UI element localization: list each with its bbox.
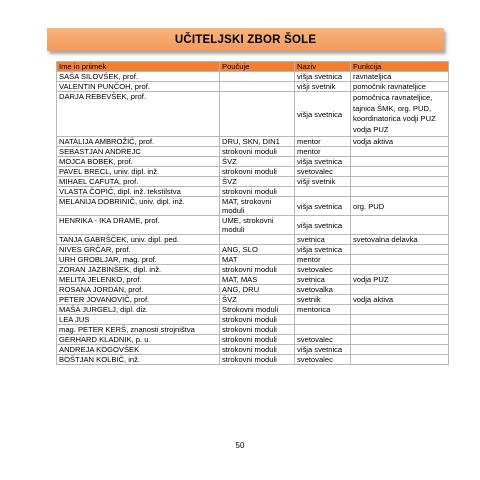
cell-name: SEBASTJAN ANDREJC bbox=[57, 147, 220, 157]
cell-name: MAŠA JURGELJ, dipl. diz. bbox=[57, 305, 220, 315]
cell-teaches: MAT, MAS bbox=[220, 275, 295, 285]
cell-teaches: ANG, SLO bbox=[220, 245, 295, 255]
cell-teaches: UME, strokovni moduli bbox=[220, 216, 295, 235]
cell-name: DARJA REBEVŠEK, prof. bbox=[57, 92, 220, 137]
cell-name: NIVES GRČAR, prof. bbox=[57, 245, 220, 255]
cell-title: višja svetnica bbox=[295, 216, 351, 235]
cell-name: VLASTA ČOPIČ, dipl. inž. tekstilstva bbox=[57, 187, 220, 197]
cell-function: org. PUD bbox=[351, 197, 449, 216]
column-header-title: Naziv bbox=[295, 62, 351, 72]
cell-teaches bbox=[220, 235, 295, 245]
cell-function bbox=[351, 167, 449, 177]
table-body bbox=[57, 72, 449, 365]
cell-teaches: strokovni moduli bbox=[220, 187, 295, 197]
cell-title: mentor bbox=[295, 147, 351, 157]
cell-function: vodja aktiva bbox=[351, 137, 449, 147]
cell-name: TANJA GABRŠČEK, univ. dipl. ped. bbox=[57, 235, 220, 245]
cell-name: BOŠTJAN KOLBIČ, inž. bbox=[57, 355, 220, 365]
cell-title: svetovalec bbox=[295, 167, 351, 177]
cell-title: svetovalec bbox=[295, 335, 351, 345]
cell-name: PAVEL BRECL, univ. dipl. inž. bbox=[57, 167, 220, 177]
cell-title: mentor bbox=[295, 137, 351, 147]
table-row bbox=[57, 235, 449, 245]
cell-name: HENRIKA - IKA DRAME, prof. bbox=[57, 216, 220, 235]
cell-title: svetovalka bbox=[295, 285, 351, 295]
cell-teaches: strokovni moduli bbox=[220, 335, 295, 345]
cell-function bbox=[351, 335, 449, 345]
cell-teaches bbox=[220, 92, 295, 137]
cell-function bbox=[351, 157, 449, 167]
cell-teaches: strokovni moduli bbox=[220, 147, 295, 157]
table-row bbox=[57, 305, 449, 315]
cell-title: svetovalec bbox=[295, 265, 351, 275]
cell-title: svetnica bbox=[295, 235, 351, 245]
cell-name: ROSANA JORDAN, prof. bbox=[57, 285, 220, 295]
cell-function: vodja PUZ bbox=[351, 275, 449, 285]
cell-teaches: ŠVZ bbox=[220, 177, 295, 187]
cell-name: MELANIJA DOBRINIČ, univ. dipl. inž. bbox=[57, 197, 220, 216]
table-row bbox=[57, 255, 449, 265]
cell-function bbox=[351, 255, 449, 265]
table-row bbox=[57, 315, 449, 325]
cell-name: MIHAEL CAFUTA, prof. bbox=[57, 177, 220, 187]
cell-title: svetovalec bbox=[295, 355, 351, 365]
page-title: UČITELJSKI ZBOR ŠOLE bbox=[174, 33, 317, 46]
cell-title: višji svetnik bbox=[295, 82, 351, 92]
cell-teaches: MAT bbox=[220, 255, 295, 265]
table-row bbox=[57, 285, 449, 295]
column-header-name: Ime in priimek bbox=[57, 62, 220, 72]
cell-teaches: strokovni moduli bbox=[220, 355, 295, 365]
cell-name: NATALIJA AMBROŽIČ, prof. bbox=[57, 137, 220, 147]
cell-teaches: strokovni moduli bbox=[220, 315, 295, 325]
cell-title: mentor bbox=[295, 255, 351, 265]
table-header-row bbox=[57, 62, 449, 72]
table-row bbox=[57, 295, 449, 305]
cell-title: višja svetnica bbox=[295, 72, 351, 82]
table-row bbox=[57, 355, 449, 365]
cell-title: višja svetnica bbox=[295, 157, 351, 167]
cell-teaches: ŠVZ bbox=[220, 295, 295, 305]
cell-function bbox=[351, 285, 449, 295]
cell-title: mentorica bbox=[295, 305, 351, 315]
cell-name: MOJCA BOBEK, prof. bbox=[57, 157, 220, 167]
table-row bbox=[57, 157, 449, 167]
table-row bbox=[57, 147, 449, 157]
cell-teaches: ŠVZ bbox=[220, 157, 295, 167]
cell-function: pomočnik ravnateljice bbox=[351, 82, 449, 92]
staff-table bbox=[56, 61, 449, 365]
table-row bbox=[57, 335, 449, 345]
cell-title bbox=[295, 325, 351, 335]
cell-function bbox=[351, 187, 449, 197]
cell-title bbox=[295, 315, 351, 325]
cell-function: pomočnica ravnateljice, tajnica ŠMK, org. PUD, koordinatorica vodji PUZ vodja PUZ bbox=[351, 92, 449, 137]
cell-teaches: strokovni moduli bbox=[220, 345, 295, 355]
column-header-teaches: Poučuje bbox=[220, 62, 295, 72]
cell-title: višja svetnica bbox=[295, 197, 351, 216]
table-row bbox=[57, 82, 449, 92]
table-row bbox=[57, 137, 449, 147]
cell-title: svetnik bbox=[295, 295, 351, 305]
cell-name: SAŠA SILOVŠEK, prof. bbox=[57, 72, 220, 82]
cell-teaches: MAT, strokovni moduli bbox=[220, 197, 295, 216]
cell-function bbox=[351, 265, 449, 275]
cell-teaches: DRU, SKN, DIN1 bbox=[220, 137, 295, 147]
cell-name: URH GROBLJAR, mag. prof. bbox=[57, 255, 220, 265]
cell-function bbox=[351, 345, 449, 355]
table-row bbox=[57, 187, 449, 197]
cell-teaches: strokovni moduli bbox=[220, 167, 295, 177]
table-row bbox=[57, 72, 449, 82]
cell-title: višja svetnica bbox=[295, 245, 351, 255]
cell-title: višja svetnica bbox=[295, 92, 351, 137]
table-row bbox=[57, 275, 449, 285]
cell-teaches: Strokovni moduli bbox=[220, 305, 295, 315]
table-row bbox=[57, 92, 449, 137]
cell-function: vodja aktiva bbox=[351, 295, 449, 305]
page-number: 50 bbox=[235, 441, 245, 450]
cell-teaches: strokovni moduli bbox=[220, 325, 295, 335]
table-row bbox=[57, 245, 449, 255]
table-row bbox=[57, 177, 449, 187]
table-header bbox=[57, 62, 449, 72]
cell-name: MELITA JELENKO, prof. bbox=[57, 275, 220, 285]
cell-function bbox=[351, 216, 449, 235]
cell-title: višja svetnica bbox=[295, 345, 351, 355]
cell-function bbox=[351, 315, 449, 325]
cell-name: ZORAN JAZBINŠEK, dipl. inž. bbox=[57, 265, 220, 275]
table-row bbox=[57, 325, 449, 335]
cell-name: ANDREJA KOGOVŠEK bbox=[57, 345, 220, 355]
table-row bbox=[57, 197, 449, 216]
table-row bbox=[57, 265, 449, 275]
cell-name: GERHARD KLADNIK, p. u. bbox=[57, 335, 220, 345]
cell-function bbox=[351, 147, 449, 157]
column-header-function: Funkcija bbox=[351, 62, 449, 72]
cell-function bbox=[351, 245, 449, 255]
cell-title: svetnica bbox=[295, 275, 351, 285]
cell-name: LEA JUS bbox=[57, 315, 220, 325]
cell-function: ravnateljica bbox=[351, 72, 449, 82]
cell-name: VALENTIN PUNČOH, prof. bbox=[57, 82, 220, 92]
cell-name: mag. PETER KERŠ, znanosti strojništva bbox=[57, 325, 220, 335]
cell-teaches bbox=[220, 82, 295, 92]
cell-teaches: ANG, DRU bbox=[220, 285, 295, 295]
cell-function bbox=[351, 305, 449, 315]
table-row bbox=[57, 167, 449, 177]
cell-teaches: strokovni moduli bbox=[220, 265, 295, 275]
cell-title bbox=[295, 187, 351, 197]
table-row bbox=[57, 216, 449, 235]
cell-function: svetovalna delavka bbox=[351, 235, 449, 245]
cell-function bbox=[351, 355, 449, 365]
cell-title: višji svetnik bbox=[295, 177, 351, 187]
cell-function bbox=[351, 177, 449, 187]
table-row bbox=[57, 345, 449, 355]
cell-teaches bbox=[220, 72, 295, 82]
cell-name: PETER JOVANOVIČ, prof. bbox=[57, 295, 220, 305]
cell-function bbox=[351, 325, 449, 335]
title-banner bbox=[47, 28, 444, 51]
